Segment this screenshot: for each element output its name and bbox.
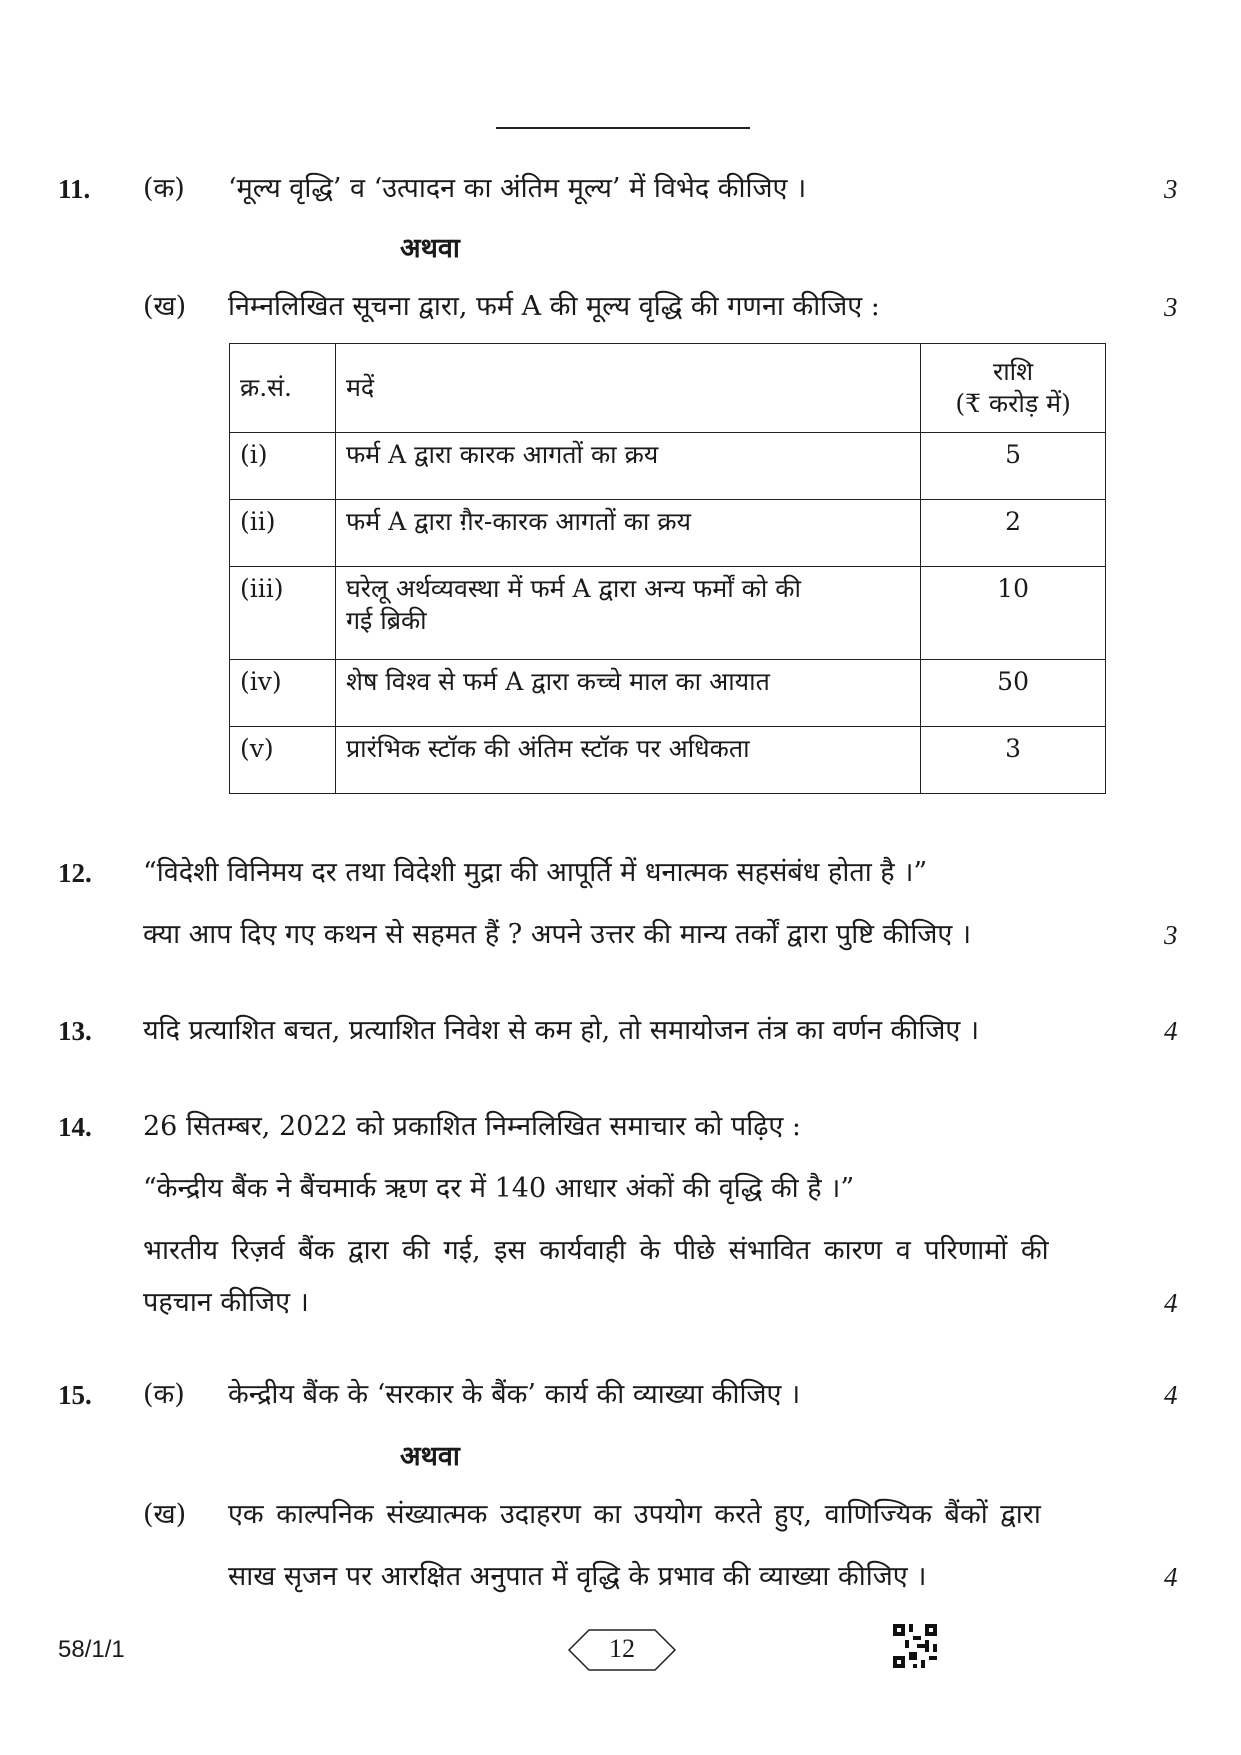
or-separator: अथवा — [400, 1441, 460, 1472]
question-number: 15. — [58, 1380, 92, 1410]
question-text: “विदेशी विनिमय दर तथा विदेशी मुद्रा की आपूर्ति में धनात्मक सहसंबंध होता है ।” — [143, 857, 928, 888]
top-divider — [496, 127, 750, 129]
header-amount — [921, 344, 1106, 433]
header-items: मदें — [335, 344, 920, 433]
marks: 4 — [1164, 1562, 1178, 1592]
row-item: फर्म A द्वारा ग़ैर-कारक आगतों का क्रय — [335, 500, 920, 567]
marks: 3 — [1164, 292, 1178, 322]
row-item: प्रारंभिक स्टॉक की अंतिम स्टॉक पर अधिकता — [335, 727, 920, 794]
marks: 4 — [1164, 1380, 1178, 1410]
page-number-badge — [567, 1628, 677, 1672]
paper-code: 58/1/1 — [58, 1636, 125, 1663]
option-label: (ख) — [143, 291, 187, 322]
row-amount: 3 — [921, 727, 1106, 794]
row-item — [335, 567, 920, 660]
option-label: (क) — [143, 173, 185, 204]
question-text: “केन्द्रीय बैंक ने बैंचमार्क ऋण दर में 140 आधार अंकों की वृद्धि की है ।” — [143, 1173, 855, 1204]
marks: 3 — [1164, 174, 1178, 204]
row-sn: (v) — [230, 727, 336, 794]
row-amount: 50 — [921, 660, 1106, 727]
row-item-line: गई ब्रिकी — [345, 606, 427, 635]
row-amount: 10 — [921, 567, 1106, 660]
question-text: साख सृजन पर आरक्षित अनुपात में वृद्धि के प्रभाव की व्याख्या कीजिए । — [228, 1561, 927, 1592]
qr-code-icon — [893, 1624, 937, 1668]
question-text: एक काल्पनिक संख्यात्मक उदाहरण का उपयोग करते हुए, वाणिज्यिक बैंकों द्वारा — [228, 1499, 1041, 1530]
row-sn: (iii) — [230, 567, 336, 660]
marks: 3 — [1164, 920, 1178, 950]
header-amount-unit: (₹ करोड़ में) — [955, 389, 1071, 418]
or-separator: अथवा — [400, 233, 460, 264]
question-text: क्या आप दिए गए कथन से सहमत हैं ? अपने उत्तर की मान्य तर्कों द्वारा पुष्टि कीजिए । — [143, 919, 972, 950]
question-text: ‘मूल्य वृद्धि’ व ‘उत्पादन का अंतिम मूल्य’ में विभेद कीजिए । — [228, 173, 807, 204]
table-header-row — [230, 344, 1106, 433]
row-item-line: घरेलू अर्थव्यवस्था में फर्म A द्वारा अन्य फर्मों को की — [345, 574, 801, 603]
row-amount: 5 — [921, 433, 1106, 500]
row-sn: (i) — [230, 433, 336, 500]
question-number: 12. — [58, 858, 92, 888]
table-row — [230, 727, 1106, 794]
question-text: पहचान कीजिए । — [143, 1287, 309, 1318]
question-text: भारतीय रिज़र्व बैंक द्वारा की गई, इस कार्यवाही के पीछे संभावित कारण व परिणामों की — [143, 1235, 1049, 1266]
question-number: 13. — [58, 1016, 92, 1046]
row-sn: (iv) — [230, 660, 336, 727]
row-amount: 2 — [921, 500, 1106, 567]
marks: 4 — [1164, 1016, 1178, 1046]
row-item: फर्म A द्वारा कारक आगतों का क्रय — [335, 433, 920, 500]
question-text: यदि प्रत्याशित बचत, प्रत्याशित निवेश से कम हो, तो समायोजन तंत्र का वर्णन कीजिए । — [143, 1015, 980, 1046]
option-label: (क) — [143, 1379, 185, 1410]
table-row — [230, 567, 1106, 660]
table-row — [230, 500, 1106, 567]
row-item: शेष विश्व से फर्म A द्वारा कच्चे माल का आयात — [335, 660, 920, 727]
table-row — [230, 433, 1106, 500]
row-sn: (ii) — [230, 500, 336, 567]
page-number: 12 — [609, 1634, 635, 1663]
question-text: निम्नलिखित सूचना द्वारा, फर्म A की मूल्य वृद्धि की गणना कीजिए : — [228, 291, 880, 322]
question-text: केन्द्रीय बैंक के ‘सरकार के बैंक’ कार्य की व्याख्या कीजिए । — [228, 1379, 801, 1410]
header-sn: क्र.सं. — [230, 344, 336, 433]
question-number: 11. — [58, 174, 91, 204]
table-row — [230, 660, 1106, 727]
question-number: 14. — [58, 1112, 92, 1142]
header-amount-title: राशि — [992, 357, 1034, 386]
value-added-table — [229, 343, 1106, 794]
option-label: (ख) — [143, 1499, 187, 1530]
marks: 4 — [1164, 1288, 1178, 1318]
question-text: 26 सितम्बर, 2022 को प्रकाशित निम्नलिखित समाचार को पढ़िए : — [143, 1111, 802, 1142]
